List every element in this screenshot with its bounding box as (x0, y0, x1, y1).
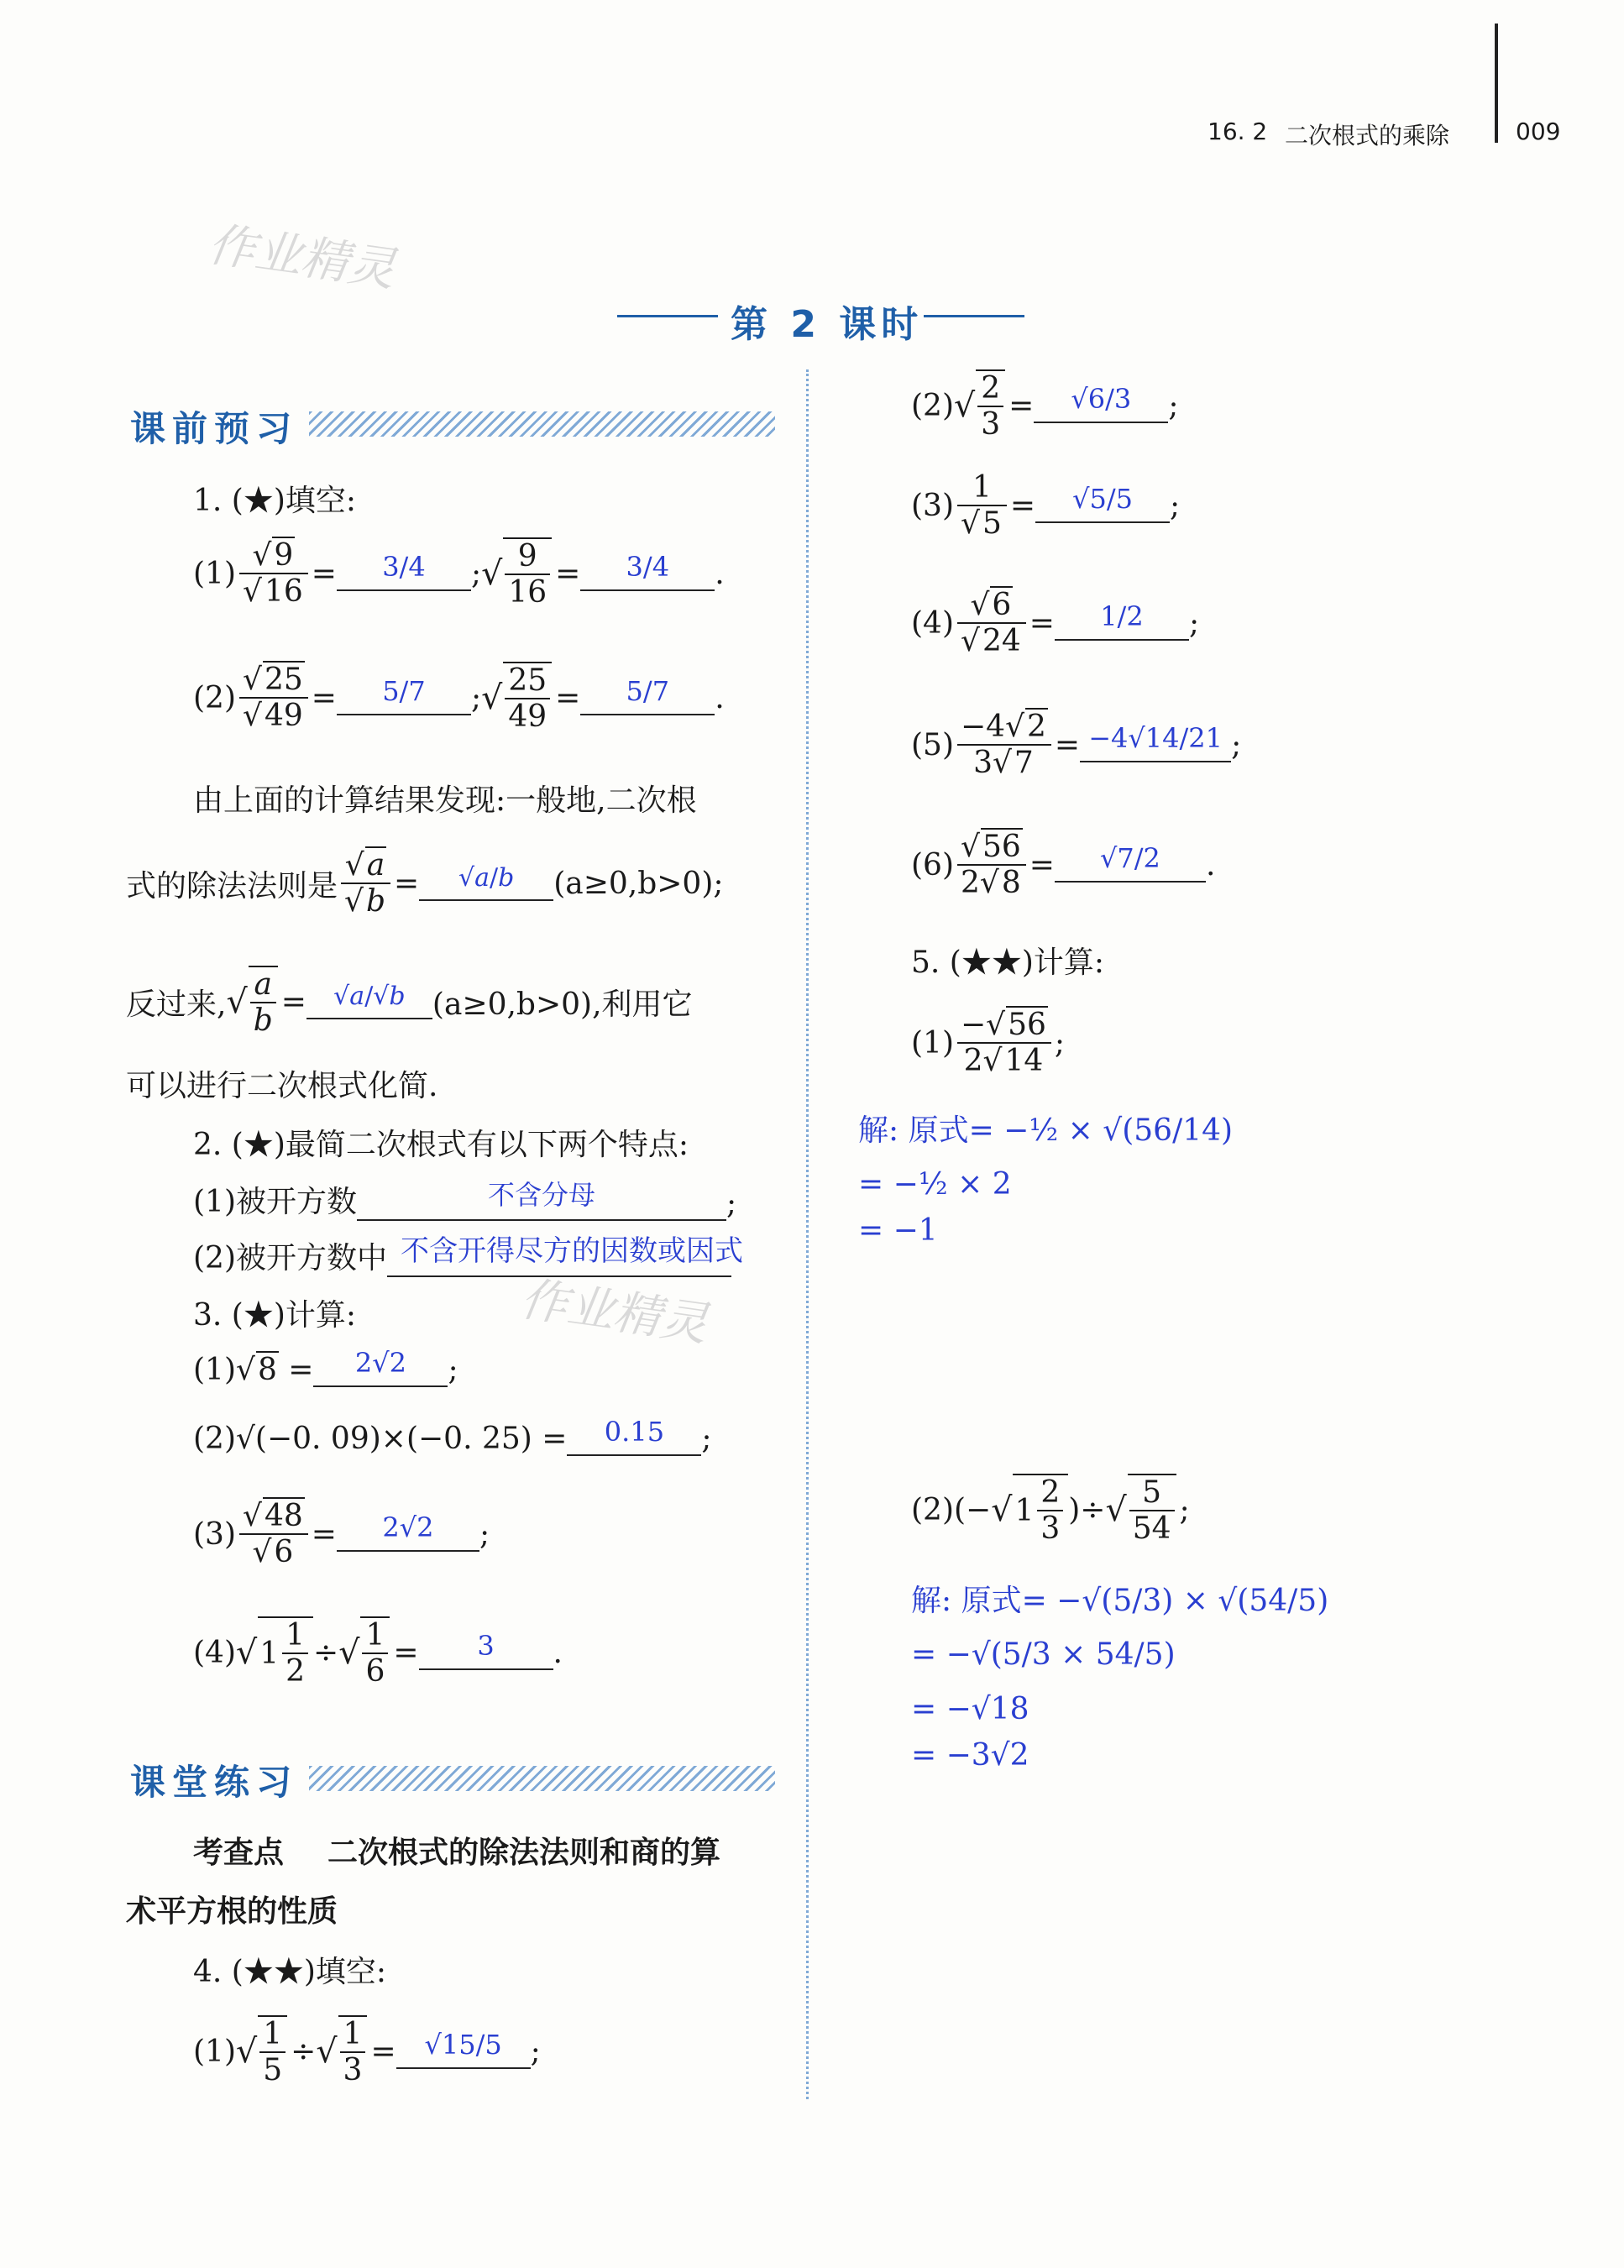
answer-blank[interactable] (580, 551, 715, 592)
answer-blank[interactable] (337, 675, 471, 716)
answer: √7/2 (1099, 842, 1160, 875)
title-rule-left (617, 315, 718, 317)
q1-condition1: (a≥0,b>0); (553, 866, 724, 901)
watermark: 作业精灵 (516, 1271, 711, 1353)
q2-label: 2. (★)最简二次根式有以下两个特点: (193, 1128, 689, 1162)
kaochadian-text1: 二次根式的除法法则和商的算 (327, 1836, 721, 1870)
answer-blank[interactable] (387, 1234, 743, 1277)
q2-part2 (193, 1234, 743, 1277)
answer-blank[interactable] (1034, 383, 1168, 424)
q1-text3: 反过来, (126, 987, 227, 1022)
q1-label: 1. (★)填空: (193, 484, 357, 518)
answer: 2√2 (354, 1346, 406, 1379)
answer: √15/5 (424, 2029, 502, 2061)
q4-part4: (4) $\frac{√6}{√24}$ = 1/2 ; (911, 588, 1200, 659)
answer: 1/2 (1100, 600, 1144, 633)
q5-p2-sol-line3: = −√18 (911, 1692, 1029, 1726)
lesson-title: 第 2 课时 (731, 303, 924, 346)
fraction: $\frac{a}{b}$ (249, 966, 278, 1039)
q4-part3: (3) $\frac{1}{√5}$ = √5/5 ; (911, 470, 1181, 542)
section-practice-heading: 课堂练习 (130, 1762, 299, 1803)
answer-blank[interactable]: √a/√b (306, 985, 432, 1020)
answer: 2√2 (382, 1511, 434, 1544)
answer: 不含分母 (487, 1179, 595, 1211)
fraction: $\frac{25}{49}$ (503, 662, 552, 735)
answer: √6/3 (1071, 383, 1132, 416)
section-preview-heading: 课前预习 (130, 408, 299, 449)
answer-blank[interactable] (1055, 842, 1206, 883)
answer-blank[interactable] (580, 675, 715, 716)
column-divider (806, 369, 809, 2099)
q5-p2-sol-line2: = −√(5/3 × 54/5) (911, 1637, 1176, 1672)
fraction: $\frac{√a}{√b}$ (341, 848, 390, 919)
q1-p1-no: (1) (193, 556, 236, 591)
q5-label: 5. (★★)计算: (911, 945, 1105, 980)
q3-part4: (4) √ 1 $\frac{1}{2}$ ÷ √ $\frac{1}{6}$ = 3 . (193, 1618, 563, 1689)
answer: 0.15 (604, 1415, 665, 1448)
answer-blank[interactable] (567, 1415, 701, 1456)
page-number: 009 (1516, 118, 1561, 145)
header-chapter-title: 二次根式的乘除 (1285, 122, 1450, 149)
q4-part1: (1) √ $\frac{1}{5}$ ÷ √ $\frac{1}{3}$ = √15/5 ; (193, 2017, 541, 2088)
answer: 3/4 (626, 551, 670, 584)
q3-label: 3. (★)计算: (193, 1298, 357, 1333)
fraction: $\frac{√25}{√49}$ (239, 663, 308, 734)
q1-text4: 可以进行二次根式化简. (126, 1069, 438, 1103)
q5-part2: (2)(− √ 1 $\frac{2}{3}$ )÷ √ $\frac{5}{54}$ ; (911, 1475, 1190, 1547)
answer-blank[interactable] (337, 551, 471, 592)
answer-blank[interactable] (357, 1179, 726, 1221)
answer: 3/4 (382, 551, 426, 584)
q1-part2: (2) $\frac{√25}{√49}$ = 5/7 ; √ $\frac{25}{49}$ = 5/7 . (193, 663, 725, 735)
q1-part1: (1) $\frac{√9}{√16}$ = 3/4 ; √ $\frac{9}{16}$ = 3/4 . (193, 538, 725, 610)
watermark: 作业精灵 (204, 217, 399, 298)
answer: 5/7 (626, 675, 670, 708)
q3-part2: (2)√(−0. 09)×(−0. 25) = 0.15 ; (193, 1415, 712, 1456)
header-divider (1495, 24, 1498, 143)
q4-label: 4. (★★)填空: (193, 1955, 387, 1989)
answer-blank[interactable] (396, 2029, 531, 2070)
fraction: $\frac{√48}{√6}$ (239, 1499, 308, 1570)
header-section-number: 16. 2 (1208, 118, 1268, 145)
answer: 不含开得尽方的因数或因式 (401, 1234, 743, 1268)
title-rule-right (924, 315, 1024, 317)
q3-part3: (3) $\frac{√48}{√6}$ = 2√2 ; (193, 1499, 490, 1570)
kaochadian-text2: 术平方根的性质 (126, 1894, 338, 1929)
answer-blank[interactable] (1080, 722, 1231, 763)
q4-part6: (6) $\frac{√56}{2√8}$ = √7/2 . (911, 830, 1216, 901)
q3-p2-expr: (2)√(−0. 09)×(−0. 25) = (193, 1421, 568, 1456)
fraction: $\frac{9}{16}$ (503, 537, 552, 610)
q1-text2: 式的除法法则是 (126, 868, 338, 904)
q1-rule-line: 式的除法法则是 $\frac{√a}{√b}$ = √a/b (a≥0,b>0); (126, 848, 724, 919)
q5-p1-sol-line3: = −1 (858, 1213, 938, 1248)
q2-p2-text: (2)被开方数中 (193, 1241, 387, 1275)
answer: 3 (477, 1630, 495, 1663)
q4-part5: (5) $\frac{-4√2}{3√7}$ = −4√14/21 ; (911, 710, 1242, 781)
q1-condition2: (a≥0,b>0),利用它 (432, 987, 693, 1022)
q5-part1: (1) $\frac{-√56}{2√14}$ ; (911, 1008, 1066, 1079)
q5-p2-sol-line4: = −3√2 (911, 1738, 1029, 1773)
fraction: $\frac{√9}{√16}$ (239, 538, 308, 610)
q5-p1-sol-line1: 解: 原式= −½ × √(56/14) (858, 1113, 1234, 1148)
q5-p2-sol-line1: 解: 原式= −√(5/3) × √(54/5) (911, 1584, 1329, 1618)
q2-p1-text: (1)被开方数 (193, 1185, 357, 1219)
section-preview-hatch (309, 411, 775, 437)
section-practice-hatch (309, 1766, 775, 1791)
answer: 5/7 (382, 675, 426, 708)
q1-reverse-line: 反过来, √ $\frac{a}{b}$ = √a/√b (a≥0,b>0),利用它 (126, 967, 693, 1039)
answer: √5/5 (1072, 483, 1133, 516)
answer-blank[interactable] (337, 1511, 479, 1553)
answer-blank[interactable] (1035, 483, 1170, 524)
q2-part1: (1)被开方数 不含分母 ; (193, 1178, 736, 1221)
answer: −4√14/21 (1088, 722, 1223, 755)
q4-part2: (2) √ $\frac{2}{3}$ = √6/3 ; (911, 371, 1179, 443)
q1-text1: 由上面的计算结果发现:一般地,二次根 (193, 783, 697, 818)
kaochadian-label: 考查点 (193, 1836, 285, 1870)
q3-part1: (1)√8 = 2√2 ; (193, 1346, 458, 1387)
answer-blank[interactable]: √a/b (419, 867, 553, 902)
q5-p1-sol-line2: = −½ × 2 (858, 1167, 1012, 1202)
answer-blank[interactable] (419, 1630, 553, 1671)
answer-blank[interactable] (1055, 600, 1189, 642)
